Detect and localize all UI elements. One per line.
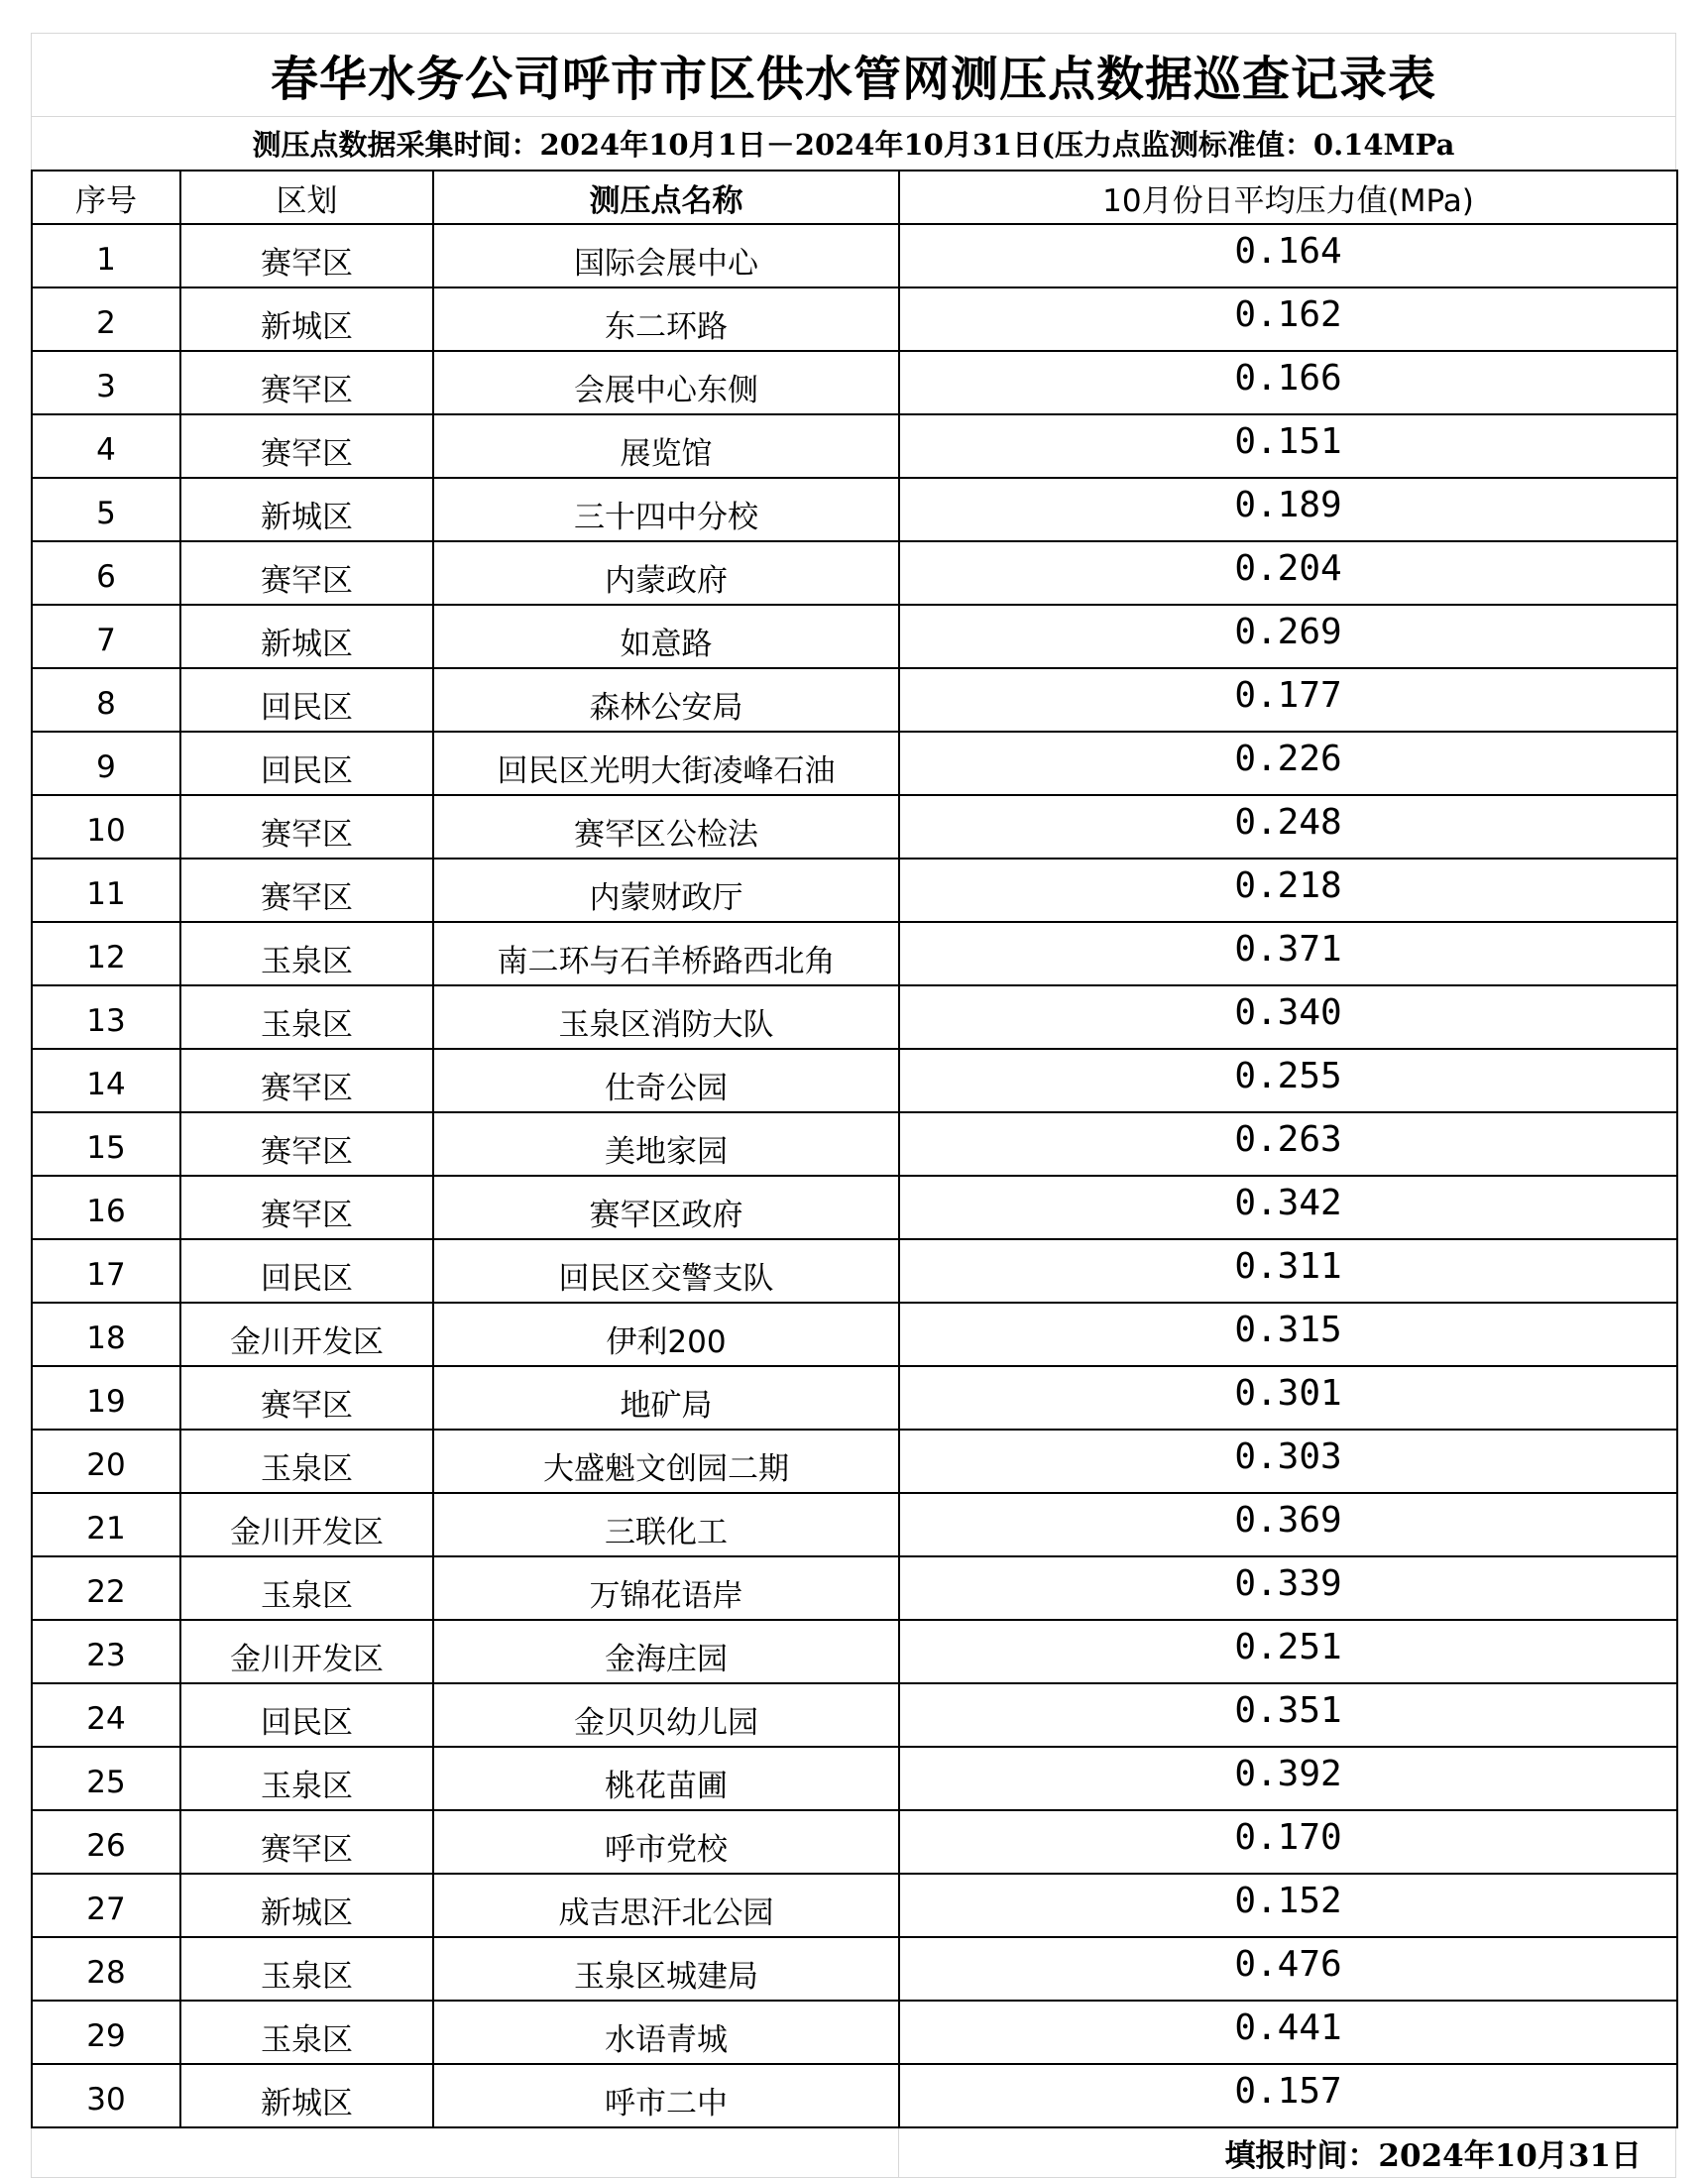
- cell-avg-pressure: 0.157: [899, 2064, 1677, 2127]
- cell-no: 28: [32, 1937, 180, 2001]
- cell-avg-pressure: 0.170: [899, 1810, 1677, 1874]
- header-no: 序号: [32, 171, 180, 224]
- collection-period: 测压点数据采集时间：2024年10月1日－2024年10月31日(压力点监测标准值：0.14MPa: [31, 116, 1676, 170]
- table-row: [32, 1874, 1677, 1937]
- cell-district: 赛罕区: [180, 1176, 433, 1239]
- sheet-title: 春华水务公司呼市市区供水管网测压点数据巡查记录表: [31, 33, 1676, 116]
- pressure-table: [31, 170, 1678, 2128]
- cell-point-name: 桃花苗圃: [433, 1747, 899, 1810]
- cell-district: 玉泉区: [180, 1430, 433, 1493]
- cell-district: 玉泉区: [180, 1556, 433, 1620]
- cell-point-name: 东二环路: [433, 287, 899, 351]
- cell-avg-pressure: 0.218: [899, 859, 1677, 922]
- cell-avg-pressure: 0.340: [899, 985, 1677, 1049]
- cell-avg-pressure: 0.255: [899, 1049, 1677, 1112]
- table-row: [32, 1430, 1677, 1493]
- cell-district: 赛罕区: [180, 1112, 433, 1176]
- table-row: [32, 1303, 1677, 1366]
- cell-avg-pressure: 0.303: [899, 1430, 1677, 1493]
- table-row: [32, 414, 1677, 478]
- footer-empty-cell: [31, 2128, 898, 2178]
- table-row: [32, 1620, 1677, 1683]
- cell-point-name: 金海庄园: [433, 1620, 899, 1683]
- table-row: [32, 1049, 1677, 1112]
- table-row: [32, 859, 1677, 922]
- cell-point-name: 展览馆: [433, 414, 899, 478]
- cell-avg-pressure: 0.151: [899, 414, 1677, 478]
- cell-district: 新城区: [180, 287, 433, 351]
- cell-avg-pressure: 0.164: [899, 224, 1677, 287]
- cell-point-name: 金贝贝幼儿园: [433, 1683, 899, 1747]
- cell-avg-pressure: 0.371: [899, 922, 1677, 985]
- table-row: [32, 478, 1677, 541]
- cell-no: 25: [32, 1747, 180, 1810]
- cell-district: 回民区: [180, 1683, 433, 1747]
- cell-no: 7: [32, 605, 180, 668]
- cell-avg-pressure: 0.351: [899, 1683, 1677, 1747]
- cell-avg-pressure: 0.441: [899, 2001, 1677, 2064]
- table-row: [32, 1810, 1677, 1874]
- cell-avg-pressure: 0.248: [899, 795, 1677, 859]
- cell-no: 30: [32, 2064, 180, 2127]
- cell-avg-pressure: 0.476: [899, 1937, 1677, 2001]
- cell-district: 玉泉区: [180, 985, 433, 1049]
- cell-district: 金川开发区: [180, 1620, 433, 1683]
- cell-point-name: 赛罕区公检法: [433, 795, 899, 859]
- table-row: [32, 2064, 1677, 2127]
- cell-avg-pressure: 0.204: [899, 541, 1677, 605]
- header-avg-pressure: 10月份日平均压力值(MPa): [899, 171, 1677, 224]
- cell-point-name: 赛罕区政府: [433, 1176, 899, 1239]
- cell-no: 20: [32, 1430, 180, 1493]
- cell-district: 赛罕区: [180, 351, 433, 414]
- cell-point-name: 呼市党校: [433, 1810, 899, 1874]
- table-row: [32, 985, 1677, 1049]
- cell-district: 回民区: [180, 1239, 433, 1303]
- table-row: [32, 605, 1677, 668]
- table-row: [32, 795, 1677, 859]
- cell-point-name: 森林公安局: [433, 668, 899, 732]
- cell-no: 10: [32, 795, 180, 859]
- cell-no: 9: [32, 732, 180, 795]
- cell-point-name: 玉泉区城建局: [433, 1937, 899, 2001]
- cell-no: 14: [32, 1049, 180, 1112]
- cell-avg-pressure: 0.392: [899, 1747, 1677, 1810]
- cell-no: 17: [32, 1239, 180, 1303]
- cell-avg-pressure: 0.311: [899, 1239, 1677, 1303]
- cell-no: 4: [32, 414, 180, 478]
- cell-point-name: 南二环与石羊桥路西北角: [433, 922, 899, 985]
- cell-point-name: 万锦花语岸: [433, 1556, 899, 1620]
- header-row: [32, 171, 1677, 224]
- cell-district: 赛罕区: [180, 859, 433, 922]
- cell-district: 回民区: [180, 732, 433, 795]
- cell-avg-pressure: 0.339: [899, 1556, 1677, 1620]
- cell-no: 22: [32, 1556, 180, 1620]
- cell-district: 新城区: [180, 2064, 433, 2127]
- cell-point-name: 成吉思汗北公园: [433, 1874, 899, 1937]
- cell-no: 29: [32, 2001, 180, 2064]
- cell-avg-pressure: 0.226: [899, 732, 1677, 795]
- cell-no: 26: [32, 1810, 180, 1874]
- table-body: [32, 224, 1677, 2127]
- cell-point-name: 内蒙政府: [433, 541, 899, 605]
- cell-district: 赛罕区: [180, 1366, 433, 1430]
- cell-point-name: 会展中心东侧: [433, 351, 899, 414]
- cell-no: 11: [32, 859, 180, 922]
- cell-avg-pressure: 0.342: [899, 1176, 1677, 1239]
- cell-point-name: 三十四中分校: [433, 478, 899, 541]
- table-row: [32, 2001, 1677, 2064]
- table-row: [32, 1112, 1677, 1176]
- cell-no: 2: [32, 287, 180, 351]
- table-row: [32, 668, 1677, 732]
- table-row: [32, 1747, 1677, 1810]
- cell-avg-pressure: 0.369: [899, 1493, 1677, 1556]
- cell-point-name: 回民区光明大街凌峰石油: [433, 732, 899, 795]
- table-row: [32, 1493, 1677, 1556]
- cell-avg-pressure: 0.162: [899, 287, 1677, 351]
- cell-point-name: 玉泉区消防大队: [433, 985, 899, 1049]
- cell-point-name: 如意路: [433, 605, 899, 668]
- cell-district: 赛罕区: [180, 541, 433, 605]
- report-time: 填报时间：2024年10月31日: [898, 2128, 1676, 2178]
- table-row: [32, 351, 1677, 414]
- cell-no: 16: [32, 1176, 180, 1239]
- table-row: [32, 1937, 1677, 2001]
- cell-district: 回民区: [180, 668, 433, 732]
- cell-no: 19: [32, 1366, 180, 1430]
- cell-avg-pressure: 0.152: [899, 1874, 1677, 1937]
- cell-point-name: 国际会展中心: [433, 224, 899, 287]
- footer-row: [31, 2128, 1676, 2178]
- cell-no: 15: [32, 1112, 180, 1176]
- cell-no: 6: [32, 541, 180, 605]
- cell-no: 3: [32, 351, 180, 414]
- header-point-name: 测压点名称: [433, 171, 899, 224]
- table-row: [32, 1366, 1677, 1430]
- table-row: [32, 922, 1677, 985]
- cell-avg-pressure: 0.269: [899, 605, 1677, 668]
- cell-district: 新城区: [180, 478, 433, 541]
- cell-district: 赛罕区: [180, 414, 433, 478]
- cell-point-name: 美地家园: [433, 1112, 899, 1176]
- table-row: [32, 1556, 1677, 1620]
- cell-point-name: 三联化工: [433, 1493, 899, 1556]
- cell-district: 赛罕区: [180, 795, 433, 859]
- cell-district: 新城区: [180, 1874, 433, 1937]
- cell-district: 玉泉区: [180, 2001, 433, 2064]
- cell-point-name: 内蒙财政厅: [433, 859, 899, 922]
- cell-district: 赛罕区: [180, 1049, 433, 1112]
- cell-district: 玉泉区: [180, 1937, 433, 2001]
- cell-point-name: 地矿局: [433, 1366, 899, 1430]
- cell-district: 玉泉区: [180, 1747, 433, 1810]
- cell-point-name: 伊利200: [433, 1303, 899, 1366]
- cell-no: 18: [32, 1303, 180, 1366]
- cell-no: 5: [32, 478, 180, 541]
- cell-district: 新城区: [180, 605, 433, 668]
- cell-avg-pressure: 0.177: [899, 668, 1677, 732]
- cell-avg-pressure: 0.263: [899, 1112, 1677, 1176]
- cell-district: 金川开发区: [180, 1493, 433, 1556]
- cell-point-name: 仕奇公园: [433, 1049, 899, 1112]
- cell-no: 8: [32, 668, 180, 732]
- cell-no: 21: [32, 1493, 180, 1556]
- table-row: [32, 1176, 1677, 1239]
- cell-point-name: 回民区交警支队: [433, 1239, 899, 1303]
- table-row: [32, 732, 1677, 795]
- table-row: [32, 224, 1677, 287]
- cell-no: 12: [32, 922, 180, 985]
- cell-district: 赛罕区: [180, 224, 433, 287]
- table-row: [32, 1683, 1677, 1747]
- table-row: [32, 1239, 1677, 1303]
- header-district: 区划: [180, 171, 433, 224]
- cell-avg-pressure: 0.189: [899, 478, 1677, 541]
- cell-no: 27: [32, 1874, 180, 1937]
- cell-no: 1: [32, 224, 180, 287]
- cell-point-name: 水语青城: [433, 2001, 899, 2064]
- cell-district: 金川开发区: [180, 1303, 433, 1366]
- cell-district: 赛罕区: [180, 1810, 433, 1874]
- cell-no: 23: [32, 1620, 180, 1683]
- cell-avg-pressure: 0.251: [899, 1620, 1677, 1683]
- table-row: [32, 287, 1677, 351]
- cell-point-name: 大盛魁文创园二期: [433, 1430, 899, 1493]
- cell-no: 24: [32, 1683, 180, 1747]
- cell-point-name: 呼市二中: [433, 2064, 899, 2127]
- record-sheet: [31, 33, 1676, 2178]
- cell-district: 玉泉区: [180, 922, 433, 985]
- cell-avg-pressure: 0.315: [899, 1303, 1677, 1366]
- cell-avg-pressure: 0.301: [899, 1366, 1677, 1430]
- cell-avg-pressure: 0.166: [899, 351, 1677, 414]
- cell-no: 13: [32, 985, 180, 1049]
- table-row: [32, 541, 1677, 605]
